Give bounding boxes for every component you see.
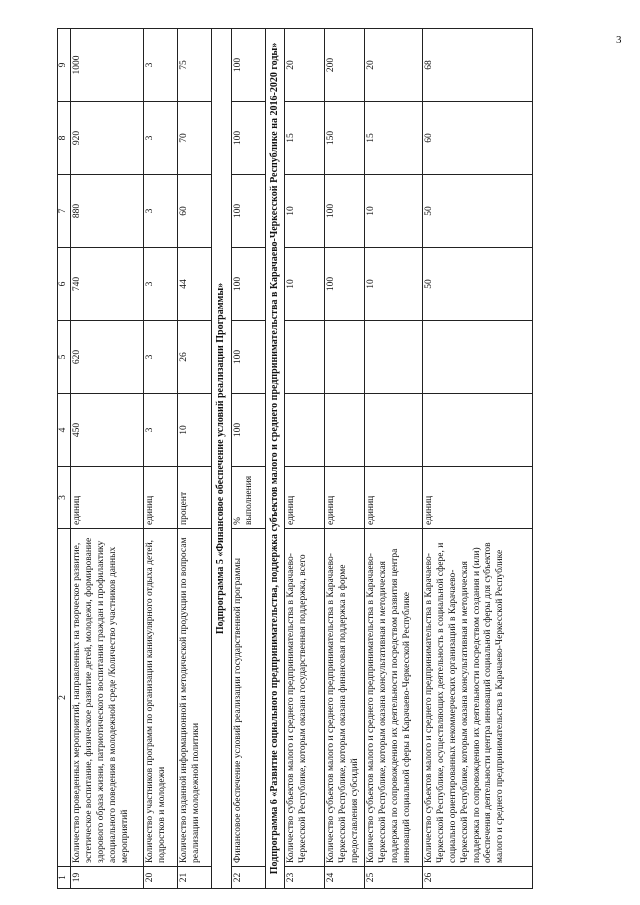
value-cell: 100 bbox=[231, 248, 265, 321]
section-title: Подпрограмма 5 «Финансовое обеспечение условий реализации Программы» bbox=[212, 29, 232, 889]
indicator-description: Финансовое обеспечение условий реализации государственной программы bbox=[231, 529, 265, 867]
value-cell: 10 bbox=[365, 248, 423, 321]
value-cell: 200 bbox=[325, 29, 365, 102]
indicator-description: Количество проведенных мероприятий, направленных на творческое развитие, эстетическое воспитание, физическое развитие детей, молодежи, формирование здорового образа жизни, патриотического воспитания граждан и профилактику асоциального поведения в молодежной среде /Количество участников данных мероприятий bbox=[71, 529, 144, 867]
header-cell-8: 8 bbox=[58, 102, 71, 175]
value-cell: 10 bbox=[365, 175, 423, 248]
header-cell-6: 6 bbox=[58, 248, 71, 321]
header-cell-2: 2 bbox=[58, 529, 71, 867]
indicator-description: Количество субъектов малого и среднего предпринимательства в Карачаево-Черкесской Республике, которым оказана государственная поддержка, всего bbox=[285, 529, 325, 867]
value-cell: 15 bbox=[285, 102, 325, 175]
unit-cell: единиц bbox=[423, 467, 533, 529]
value-cell: 620 bbox=[71, 321, 144, 394]
row-number: 25 bbox=[365, 867, 423, 889]
value-cell: 100 bbox=[325, 175, 365, 248]
value-cell: 44 bbox=[178, 248, 212, 321]
value-cell: 10 bbox=[285, 248, 325, 321]
value-cell: 10 bbox=[178, 394, 212, 467]
value-cell: 3 bbox=[144, 321, 178, 394]
unit-cell: единиц bbox=[325, 467, 365, 529]
value-cell: 3 bbox=[144, 102, 178, 175]
value-cell: 20 bbox=[365, 29, 423, 102]
rotated-table-wrapper bbox=[57, 29, 640, 889]
table-row bbox=[144, 29, 178, 889]
indicator-description: Количество субъектов малого и среднего предпринимательства в Карачаево-Черкесской Республике, которым оказана финансовая поддержка в форме предоставления субсидий bbox=[325, 529, 365, 867]
value-cell: 100 bbox=[231, 394, 265, 467]
value-cell: 150 bbox=[325, 102, 365, 175]
value-cell bbox=[365, 321, 423, 394]
unit-cell: единиц bbox=[285, 467, 325, 529]
value-cell bbox=[285, 394, 325, 467]
value-cell: 3 bbox=[144, 29, 178, 102]
header-row bbox=[58, 29, 71, 889]
value-cell bbox=[365, 394, 423, 467]
value-cell: 10 bbox=[285, 175, 325, 248]
value-cell: 100 bbox=[231, 175, 265, 248]
header-cell-3: 3 bbox=[58, 467, 71, 529]
value-cell: 3 bbox=[144, 394, 178, 467]
row-number: 23 bbox=[285, 867, 325, 889]
table-row bbox=[325, 29, 365, 889]
value-cell: 70 bbox=[178, 102, 212, 175]
unit-cell: % выполнения bbox=[231, 467, 265, 529]
value-cell: 100 bbox=[231, 102, 265, 175]
indicator-description: Количество субъектов малого и среднего предпринимательства в Карачаево-Черкесской Республике, осуществляющих деятельность в социальной сфере, и социально ориентированных некоммерческих организаций в Карачаево-Черкесской Республике, которым оказана консультативная и методическая поддержка по сопровождению их деятельности посредством создания и (или) обеспечения деятельности центра инноваций социальной сферы для субъектов малого и среднего предпринимательства в Карачаево-Черкесской Республике bbox=[423, 529, 533, 867]
section-row bbox=[212, 29, 232, 889]
value-cell: 880 bbox=[71, 175, 144, 248]
value-cell: 68 bbox=[423, 29, 533, 102]
row-number: 20 bbox=[144, 867, 178, 889]
value-cell: 1000 bbox=[71, 29, 144, 102]
value-cell: 20 bbox=[285, 29, 325, 102]
row-number: 24 bbox=[325, 867, 365, 889]
value-cell: 450 bbox=[71, 394, 144, 467]
value-cell: 75 bbox=[178, 29, 212, 102]
unit-cell: процент bbox=[178, 467, 212, 529]
value-cell bbox=[325, 394, 365, 467]
indicator-description: Количество субъектов малого и среднего предпринимательства в Карачаево-Черкесской Республике, которым оказана консультативная и методическая поддержка по сопровождению их деятельности посредством развития центра инноваций социальной сферы в Карачаево-Черкесской Республике bbox=[365, 529, 423, 867]
header-cell-1: 1 bbox=[58, 867, 71, 889]
table-row bbox=[178, 29, 212, 889]
unit-cell: единиц bbox=[365, 467, 423, 529]
table-row bbox=[423, 29, 533, 889]
value-cell: 740 bbox=[71, 248, 144, 321]
value-cell bbox=[423, 321, 533, 394]
section-row bbox=[265, 29, 285, 889]
table-row bbox=[285, 29, 325, 889]
header-cell-5: 5 bbox=[58, 321, 71, 394]
value-cell bbox=[423, 394, 533, 467]
value-cell: 60 bbox=[178, 175, 212, 248]
header-cell-7: 7 bbox=[58, 175, 71, 248]
value-cell: 50 bbox=[423, 175, 533, 248]
row-number: 26 bbox=[423, 867, 533, 889]
indicator-description: Количество изданной информационной и методической продукции по вопросам реализации молодежной политики bbox=[178, 529, 212, 867]
row-number: 22 bbox=[231, 867, 265, 889]
header-cell-4: 4 bbox=[58, 394, 71, 467]
section-title: Подпрограмма 6 «Развитие социального предпринимательства, поддержка субъектов малого и среднего предпринимательства в Карачаево-Черкесской Республике на 2016-2020 годы» bbox=[265, 29, 285, 889]
value-cell bbox=[285, 321, 325, 394]
table-body bbox=[58, 29, 533, 889]
value-cell: 100 bbox=[325, 248, 365, 321]
value-cell bbox=[325, 321, 365, 394]
table-row bbox=[365, 29, 423, 889]
value-cell: 50 bbox=[423, 248, 533, 321]
value-cell: 100 bbox=[231, 321, 265, 394]
value-cell: 3 bbox=[144, 175, 178, 248]
row-number: 19 bbox=[71, 867, 144, 889]
unit-cell: единиц bbox=[144, 467, 178, 529]
page-number: 3 bbox=[616, 34, 622, 46]
value-cell: 15 bbox=[365, 102, 423, 175]
value-cell: 60 bbox=[423, 102, 533, 175]
value-cell: 3 bbox=[144, 248, 178, 321]
unit-cell: единиц bbox=[71, 467, 144, 529]
indicators-table bbox=[57, 28, 533, 889]
value-cell: 100 bbox=[231, 29, 265, 102]
value-cell: 920 bbox=[71, 102, 144, 175]
table-row bbox=[231, 29, 265, 889]
table-row bbox=[71, 29, 144, 889]
header-cell-9: 9 bbox=[58, 29, 71, 102]
row-number: 21 bbox=[178, 867, 212, 889]
indicator-description: Количество участников программ по организации каникулярного отдыха детей, подростков и молодежи bbox=[144, 529, 178, 867]
value-cell: 26 bbox=[178, 321, 212, 394]
